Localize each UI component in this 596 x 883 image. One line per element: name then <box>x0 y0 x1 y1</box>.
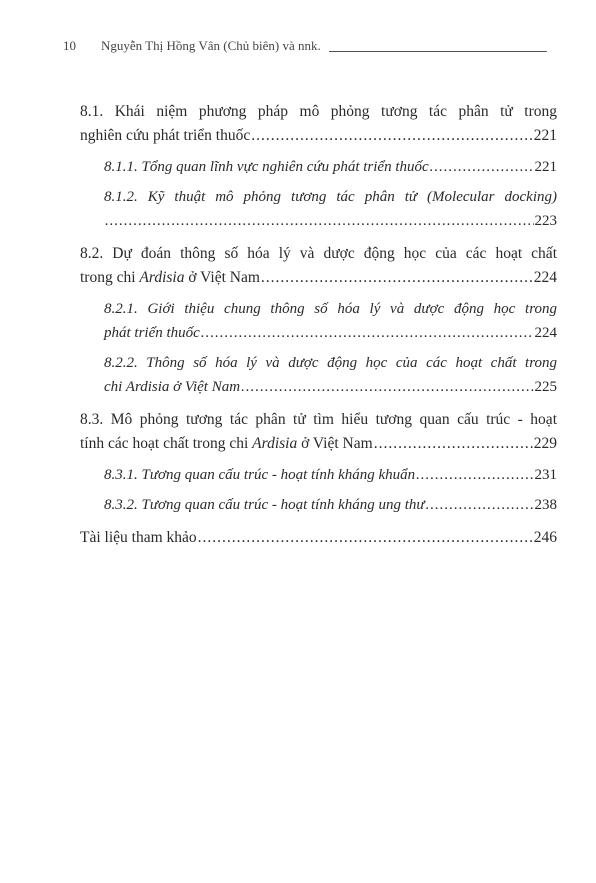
toc-page-number: 221 <box>534 159 557 175</box>
toc-page-number: 225 <box>534 379 557 395</box>
toc-entry-title-cont: chi Ardisia ở Việt Nam <box>104 379 241 395</box>
running-header <box>63 38 547 58</box>
dot-leader <box>416 463 533 487</box>
toc-entry-title: 8.3. Mô phỏng tương tác phân tử tìm hiểu tương quan cấu trúc - hoạt <box>80 411 557 428</box>
header-rule <box>329 51 547 52</box>
toc-page-number: 221 <box>533 127 557 144</box>
toc-entry-title-cont <box>80 432 373 456</box>
toc-entry-fill <box>104 209 557 233</box>
dot-leader <box>430 155 534 179</box>
toc-page-number: 224 <box>534 325 557 341</box>
title-text: ở Việt Nam <box>297 435 373 452</box>
genus-name: Ardisia <box>252 435 298 452</box>
toc-entry-fill <box>80 432 557 456</box>
dot-leader <box>426 493 534 517</box>
toc-entry-title: 8.3.2. Tương quan cấu trúc - hoạt tính kháng ung thư <box>104 497 425 513</box>
toc-entry-8-3-2[interactable] <box>104 493 557 517</box>
title-text: ở Việt Nam <box>184 269 260 286</box>
dot-leader <box>198 526 533 550</box>
toc-entry-title-cont <box>80 266 260 290</box>
toc-page-number: 231 <box>534 467 557 483</box>
toc-entry-fill <box>80 526 557 550</box>
toc-entry-title: 8.1.2. Kỹ thuật mô phỏng tương tác phân tử (Molecular docking) <box>104 189 557 205</box>
title-text: tính các hoạt chất trong chi <box>80 435 253 452</box>
toc-entry-8-2-2[interactable] <box>104 351 557 399</box>
toc-entry-8-2-1[interactable] <box>104 297 557 345</box>
toc-entry-title: 8.2.1. Giới thiệu chung thông số hóa lý và dược động học trong <box>104 301 557 317</box>
toc-entry-title: Tài liệu tham khảo <box>80 529 197 546</box>
dot-leader <box>201 321 534 345</box>
toc-entry-title-cont: phát triển thuốc <box>104 325 200 341</box>
toc-entry-fill <box>104 321 557 345</box>
toc-entry-references[interactable] <box>80 526 557 550</box>
toc-page-number: 238 <box>534 497 557 513</box>
toc-page-number: 246 <box>533 529 557 546</box>
toc-entry-8-3[interactable] <box>80 408 557 456</box>
toc-entry-title: 8.1.1. Tổng quan lĩnh vực nghiên cứu phát triển thuốc <box>104 159 429 175</box>
toc-entry-8-1-2[interactable] <box>104 185 557 233</box>
toc-entry-title: 8.1. Khái niệm phương pháp mô phỏng tương tác phân tử trong <box>80 103 557 120</box>
toc-entry-title: 8.2.2. Thông số hóa lý và dược động học của các hoạt chất trong <box>104 355 557 371</box>
toc-page-number: 223 <box>534 213 557 229</box>
dot-leader <box>374 432 533 456</box>
dot-leader <box>251 124 533 148</box>
toc-entry-title: 8.2. Dự đoán thông số hóa lý và dược động học của các hoạt chất <box>80 245 557 262</box>
toc-entry-8-1-1[interactable] <box>104 155 557 179</box>
dot-leader <box>261 266 533 290</box>
toc-entry-fill <box>80 124 557 148</box>
toc-entry-fill <box>80 266 557 290</box>
toc-entry-fill <box>104 155 557 179</box>
toc-entry-fill <box>104 493 557 517</box>
header-author: Nguyễn Thị Hồng Vân (Chủ biên) và nnk. <box>101 38 321 53</box>
title-text: trong chi <box>80 269 140 286</box>
dot-leader <box>241 375 533 399</box>
page-number: 10 <box>63 38 76 53</box>
toc-entry-fill <box>104 463 557 487</box>
toc-page-number: 229 <box>533 435 557 452</box>
toc-entry-title: 8.3.1. Tương quan cấu trúc - hoạt tính kháng khuẩn <box>104 467 416 483</box>
toc-entry-8-2[interactable] <box>80 242 557 290</box>
dot-leader <box>105 209 534 233</box>
table-of-contents <box>80 100 557 550</box>
genus-name: Ardisia <box>139 269 185 286</box>
toc-page-number: 224 <box>533 269 557 286</box>
toc-entry-8-3-1[interactable] <box>104 463 557 487</box>
toc-entry-title-cont: nghiên cứu phát triển thuốc <box>80 127 251 144</box>
toc-entry-8-1[interactable] <box>80 100 557 148</box>
toc-entry-fill <box>104 375 557 399</box>
